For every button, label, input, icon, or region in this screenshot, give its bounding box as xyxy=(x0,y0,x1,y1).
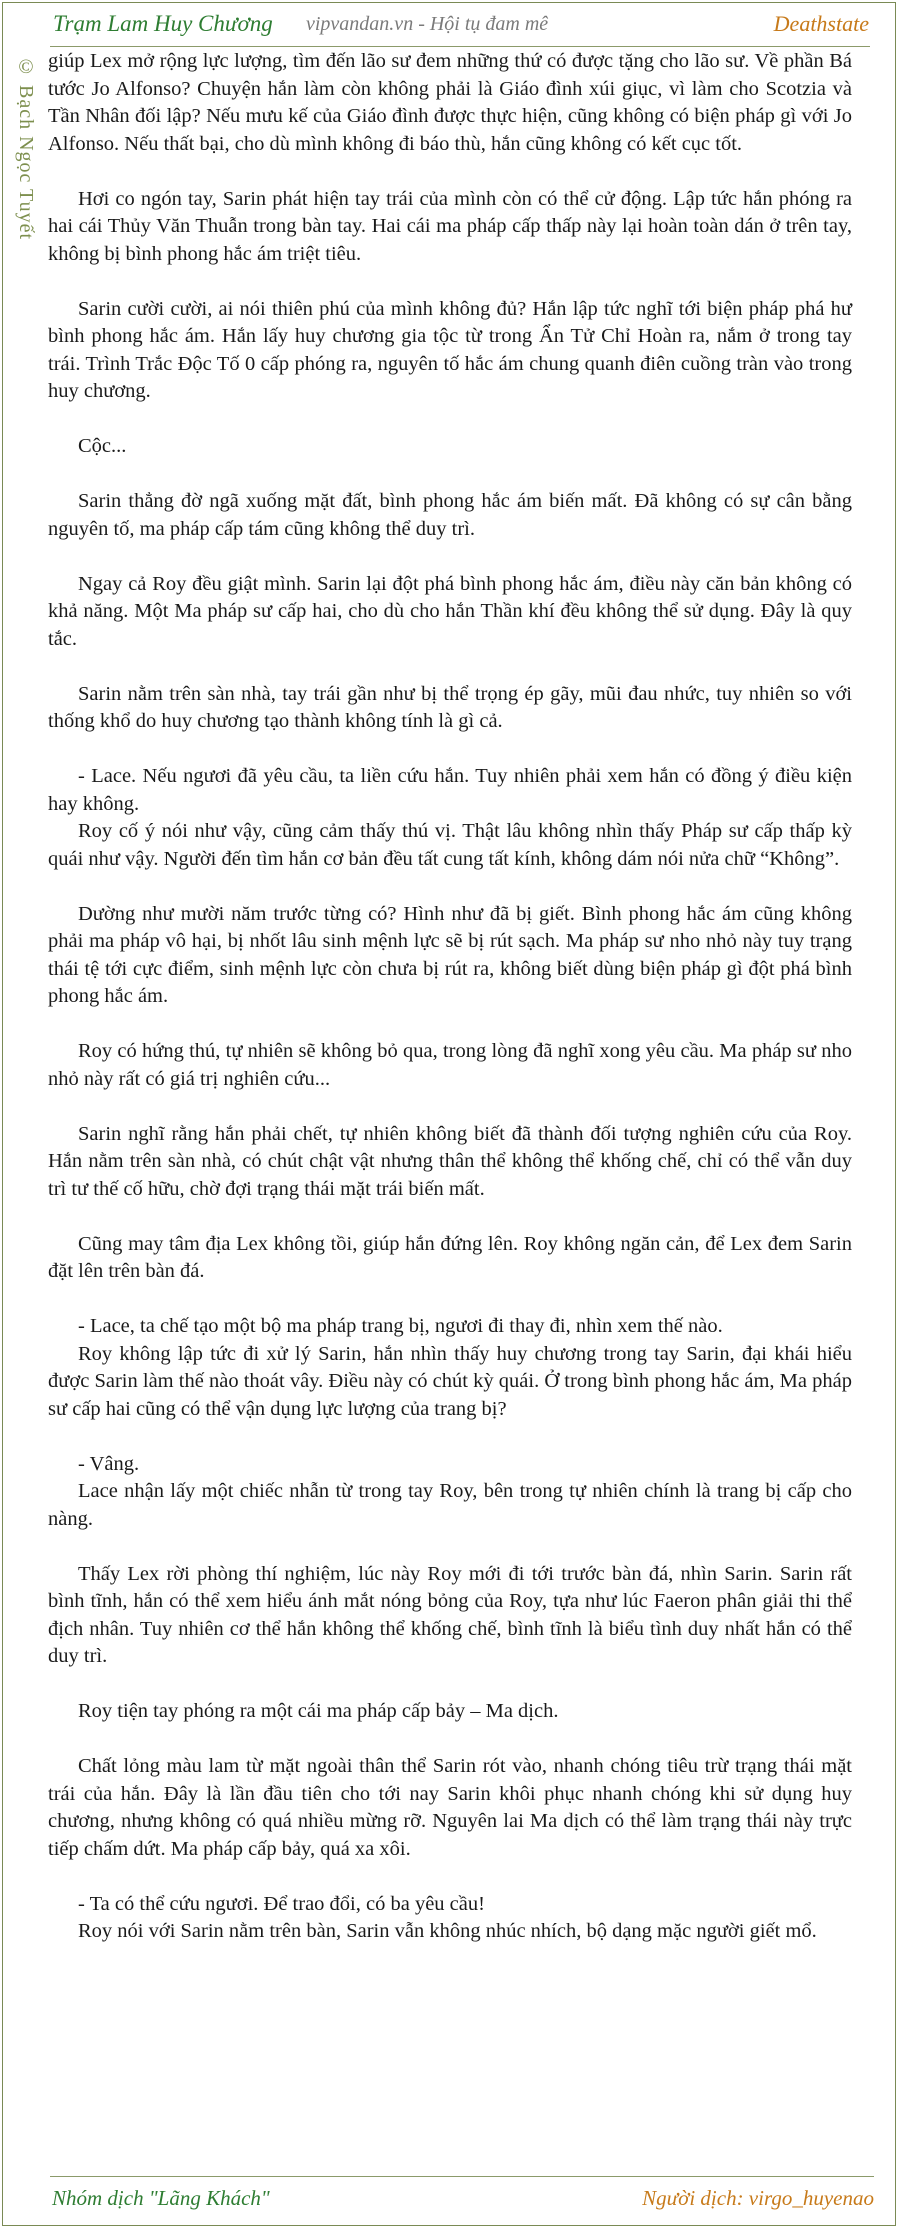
paragraph: giúp Lex mở rộng lực lượng, tìm đến lão sư đem những thứ có được tặng cho lão sư. Về phần Bá tước Jo Alfonso? Chuyện hắn làm còn không phải là Giáo đình xúi giục, vì làm cho Scotzia và Tần Nhân đối lập? Nếu mưu kế của Giáo đình được thực hiện, cũng không có biện pháp gì với Jo Alfonso. Nếu thất bại, cho dù mình không đi báo thù, hắn cũng không có kết cục tốt. xyxy=(48,50,852,155)
paragraph: Dường như mười năm trước từng có? Hình như đã bị giết. Bình phong hắc ám cũng không phải ma pháp vô hại, bị nhốt lâu sinh mệnh lực sẽ bị rút sạch. Ma pháp sư nho nhỏ này tuy trạng thái tệ tới cực điểm, sinh mệnh lực còn chưa bị rút ra, không biết dùng biện pháp gì đột phá bình phong hắc ám. xyxy=(48,902,852,1007)
page-header xyxy=(3,3,895,47)
paragraph: Roy nói với Sarin nằm trên bàn, Sarin vẫn không nhúc nhích, bộ dạng mặc người giết mổ. xyxy=(78,1920,817,1942)
paragraph: Chất lỏng màu lam từ mặt ngoài thân thể Sarin rót vào, nhanh chóng tiêu trừ trạng thái mặt trái của hắn. Đây là lần đầu tiên cho tới nay Sarin khôi phục nhanh chóng khi sử dụng huy chương, nhưng không có quá nhiều mừng rỡ. Nguyên lai Ma dịch có thể làm trạng thái này trực tiếp chấm dứt. Ma pháp cấp bảy, quá xa xôi. xyxy=(48,1755,852,1860)
header-divider xyxy=(50,46,870,47)
paragraph: Roy cố ý nói như vậy, cũng cảm thấy thú vị. Thật lâu không nhìn thấy Pháp sư cấp thấp kỳ quái như vậy. Người đến tìm hắn cơ bản đều tất cung tất kính, không dám nói nửa chữ “Không”. xyxy=(48,820,852,870)
paragraph: - Lace. Nếu ngươi đã yêu cầu, ta liền cứu hắn. Tuy nhiên phải xem hắn có đồng ý điều kiện hay không. xyxy=(48,765,852,815)
paragraph: Ngay cả Roy đều giật mình. Sarin lại đột phá bình phong hắc ám, điều này căn bản không có khả năng. Một Ma pháp sư cấp hai, cho dù cho hắn Thần khí đều không thể sử dụng. Đây là quy tắc. xyxy=(48,572,852,650)
side-credit: © Bạch Ngọc Tuyết xyxy=(15,56,37,240)
paragraph: Hơi co ngón tay, Sarin phát hiện tay trái của mình còn có thể cử động. Lập tức hắn phóng ra hai cái Thủy Văn Thuẫn trong bàn tay. Hai cái ma pháp cấp thấp này lại hoàn toàn dán ở trên tay, không bị bình phong hắc ám triệt tiêu. xyxy=(48,187,852,265)
paragraph: Sarin cười cười, ai nói thiên phú của mình không đủ? Hắn lập tức nghĩ tới biện pháp phá hư bình phong hắc ám. Hắn lấy huy chương gia tộc từ trong Ẩn Tử Chỉ Hoàn ra, nắm ở trong tay trái. Trình Trắc Độc Tố 0 cấp phóng ra, nguyên tố hắc ám chung quanh điên cuồng tràn vào trong huy chương. xyxy=(48,297,852,402)
site-url: vipvandan.vn - Hội tụ đam mê xyxy=(306,13,549,35)
story-title: Deathstate xyxy=(773,11,869,36)
paragraph: Roy không lập tức đi xử lý Sarin, hắn nhìn thấy huy chương trong tay Sarin, đại khái hiểu được Sarin làm thế nào thoát vây. Điều này có chút kỳ quái. Ở trong bình phong hắc ám, Ma pháp sư cấp hai cũng có thể vận dụng lực lượng của trang bị? xyxy=(48,1342,852,1420)
paragraph: - Vâng. xyxy=(78,1452,140,1475)
paragraph: Sarin nằm trên sàn nhà, tay trái gần như bị thể trọng ép gãy, mũi đau nhức, tuy nhiên so với thống khổ do huy chương tạo thành không tính là gì cả. xyxy=(48,682,852,732)
paragraph: - Lace, ta chế tạo một bộ ma pháp trang bị, ngươi đi thay đi, nhìn xem thế nào. xyxy=(78,1315,723,1337)
translator-credit: Người dịch: virgo_huyenao xyxy=(642,2186,874,2210)
translation-group: Nhóm dịch "Lãng Khách" xyxy=(52,2186,270,2210)
paragraph: Cũng may tâm địa Lex không tồi, giúp hắn đứng lên. Roy không ngăn cản, để Lex đem Sarin đặt lên trên bàn đá. xyxy=(48,1232,852,1282)
paragraph: Cộc... xyxy=(78,435,127,457)
paragraph: Sarin thẳng đờ ngã xuống mặt đất, bình phong hắc ám biến mất. Đã không có sự cân bằng nguyên tố, ma pháp cấp tám cũng không thể duy trì. xyxy=(48,490,852,540)
paragraph: Sarin nghĩ rằng hắn phải chết, tự nhiên không biết đã thành đối tượng nghiên cứu của Roy. Hắn nằm trên sàn nhà, có chút chật vật nhưng thân thể không thể khống chế, chỉ có thể vẫn duy trì tư thế cố hữu, chờ đợi trạng thái mặt trái biến mất. xyxy=(48,1122,852,1200)
paragraph: Roy tiện tay phóng ra một cái ma pháp cấp bảy – Ma dịch. xyxy=(78,1700,559,1722)
chapter-text xyxy=(48,48,852,1973)
site-name: Trạm Lam Huy Chương xyxy=(53,11,273,36)
paragraph: Roy có hứng thú, tự nhiên sẽ không bỏ qua, trong lòng đã nghĩ xong yêu cầu. Ma pháp sư nho nhỏ này rất có giá trị nghiên cứu... xyxy=(48,1040,852,1090)
paragraph: Thấy Lex rời phòng thí nghiệm, lúc này Roy mới đi tới trước bàn đá, nhìn Sarin. Sarin rất bình tĩnh, hắn có thể xem hiểu ánh mắt nóng bỏng của Roy, tựa như lúc Faeron phân giải thi thể địch nhân. Tuy nhiên cơ thể hắn không thể khống chế, bình tĩnh là biểu tình duy nhất hắn có thể duy trì. xyxy=(48,1562,852,1667)
footer-divider xyxy=(50,2176,874,2177)
paragraph: - Ta có thể cứu ngươi. Để trao đổi, có ba yêu cầu! xyxy=(78,1892,485,1915)
paragraph: Lace nhận lấy một chiếc nhẫn từ trong tay Roy, bên trong tự nhiên chính là trang bị cấp cho nàng. xyxy=(48,1480,852,1530)
